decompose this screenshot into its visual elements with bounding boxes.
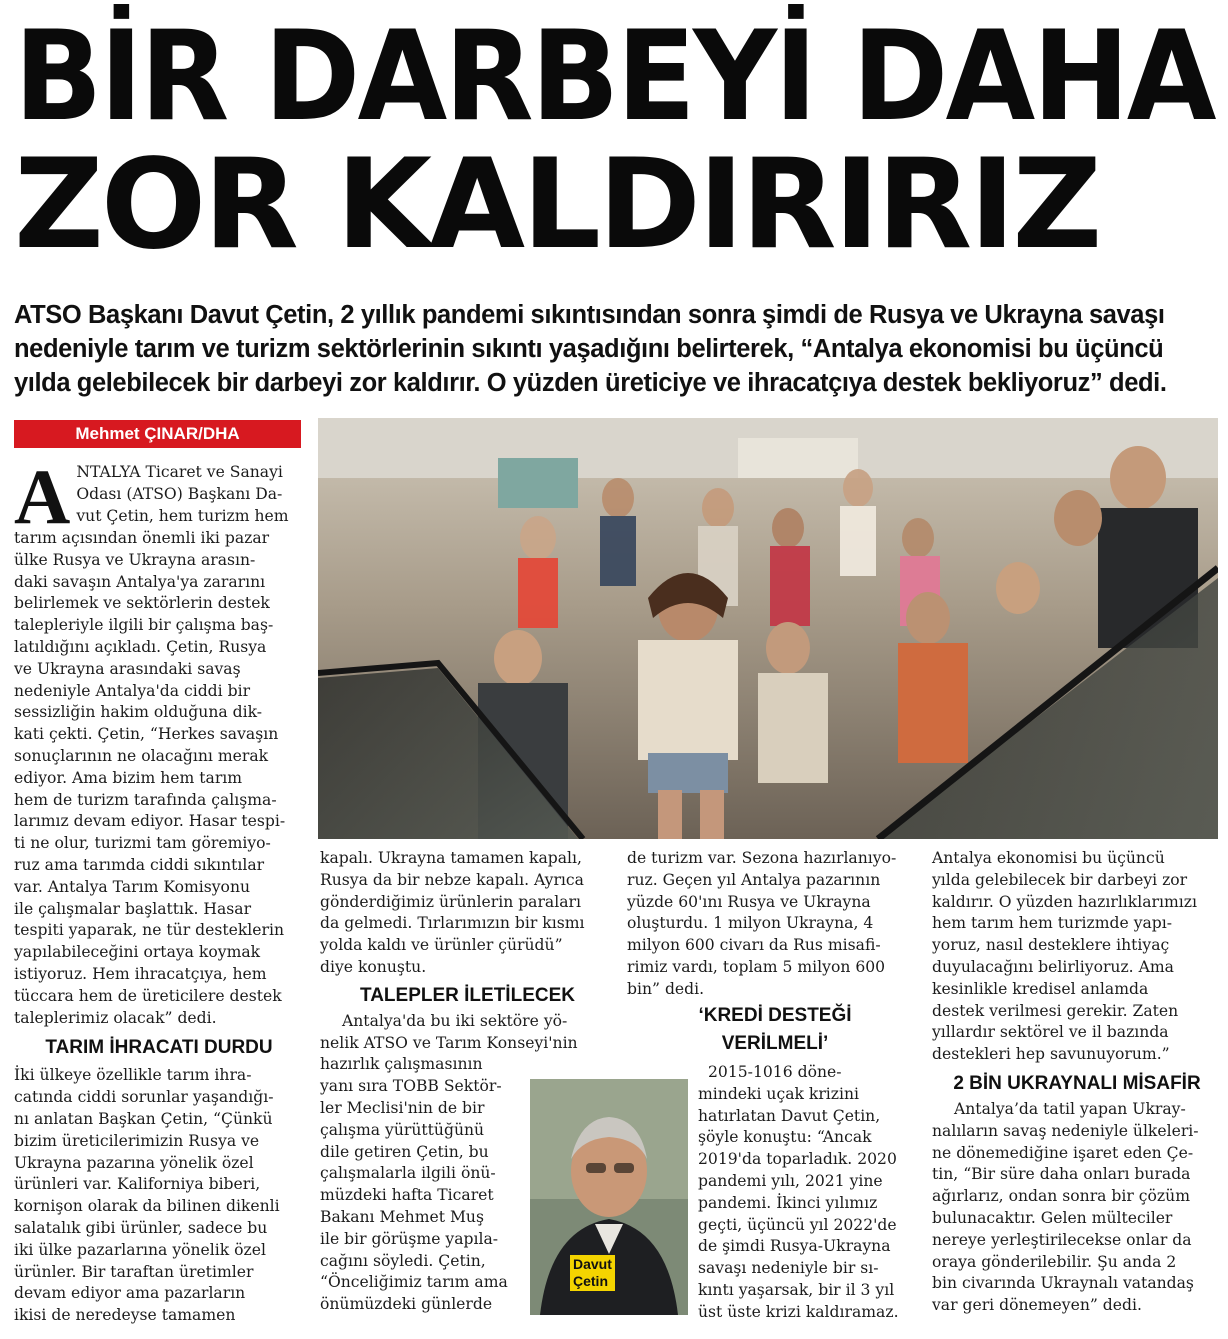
text-line: latıldığını açıkladı. Çetin, Rusya (14, 637, 267, 656)
text-line: ikisi de neredeyse tamamen (14, 1306, 236, 1325)
text-line: kesinlikle kredisel anlamda (932, 979, 1149, 998)
text-line: hem de turizm tarafında çalışma- (14, 790, 277, 809)
text-line: tin, “Bir süre daha onları burada (932, 1165, 1191, 1184)
text-line: nı anlatan Başkan Çetin, “Çünkü (14, 1109, 273, 1128)
text-line: yapılabileceğini ortaya koymak (14, 943, 261, 962)
text-line: kaldırır. O yüzden hazırlıklarımızı (932, 892, 1197, 911)
text-line: larımız devam ediyor. Hasar tespi- (14, 812, 286, 831)
text-line: destekleri hep savunuyorum.” (932, 1045, 1170, 1064)
text-line: Antalya ekonomisi bu üçüncü (932, 849, 1165, 867)
text-line: oluşturdu. 1 milyon Ukrayna, 4 (627, 914, 874, 933)
text-line: vut Çetin, hem turizm hem (76, 506, 289, 525)
text-line: yıllardır sektörel ve il bazında (932, 1023, 1169, 1042)
text-line: destek verilmesi gerekir. Zaten (932, 1001, 1179, 1020)
text-line: çalışmalarla ilgili önü- (320, 1164, 496, 1183)
text-line: nedeniyle Antalya'da ciddi bir (14, 681, 251, 700)
text-line: ediyor. Ama bizim hem tarım (14, 768, 243, 787)
text-line: ruz. Geçen yıl Antalya pazarının (627, 870, 881, 889)
subhead-ukraynali-misafir: 2 BİN UKRAYNALI MİSAFİR (953, 1072, 1201, 1094)
caption-line: Çetin (573, 1273, 608, 1289)
text-line: da gelmedi. Tırlarımızın bir kısmı (320, 914, 585, 933)
text-line: var geri dönemeyen” dedi. (932, 1296, 1142, 1315)
text-line: sonuçlarının ne olacağını merak (14, 746, 269, 765)
text-line: pandemi yılı, 2021 yine (698, 1171, 883, 1190)
text-line: daki savaşın Antalya'ya zararını (14, 572, 266, 591)
text-line: ruz ama tarımda ciddi sıkıntılar (14, 855, 265, 874)
text-line: kapalı. Ukrayna tamamen kapalı, (320, 849, 582, 867)
text-line: hatırlatan Davut Çetin, (698, 1106, 881, 1125)
text-line: mindeki uçak krizini (698, 1084, 860, 1103)
text-line: yüzde 60'ını Rusya ve Ukrayna (627, 892, 871, 911)
text-line: çalışma yürüttüğünü (320, 1120, 485, 1139)
text-line: bulunacaktır. Gelen mülteciler (932, 1208, 1173, 1227)
subhead-kredi-destegi-1: ‘KREDİ DESTEĞİ (698, 1005, 852, 1026)
text-line: kornişon olarak da bilinen dikenli (14, 1197, 280, 1216)
text-line: diye konuştu. (320, 957, 427, 976)
text-line: tespiti yaparak, ne tür desteklerin (14, 921, 284, 940)
subhead-tarim-ihracati: TARIM İHRACATI DURDU (45, 1037, 273, 1059)
text-line: de şimdi Rusya-Ukrayna (698, 1237, 891, 1256)
text-line: bin” dedi. (627, 979, 705, 998)
text-line: geçti, üçüncü yıl 2022'de (698, 1215, 897, 1234)
text-line: Rusya da bir nebze kapalı. Ayrıca (320, 870, 584, 889)
text-line: yanı sıra TOBB Sektör- (320, 1077, 502, 1096)
text-line: var. Antalya Tarım Komisyonu (14, 877, 251, 896)
text-line: yılda gelebilecek bir darbeyi zor (932, 870, 1188, 889)
portrait-caption (570, 1255, 615, 1291)
text-line: müzdeki hafta Ticaret (320, 1186, 494, 1205)
text-line: NTALYA Ticaret ve Sanayi (76, 463, 283, 481)
text-line: Ukrayna pazarına yönelik özel (14, 1153, 254, 1172)
text-line: şöyle konuştu: “Ancak (698, 1128, 872, 1147)
text-line: cağını söyledi. Çetin, (320, 1251, 486, 1270)
text-line: sessizliğin hakim olduğuna dik- (14, 703, 263, 722)
text-line: ülke Rusya ve Ukrayna arasın- (14, 550, 256, 569)
text-line: Odası (ATSO) Başkanı Da- (76, 484, 283, 503)
text-line: belirlemek ve sektörlerin destek (14, 594, 270, 613)
text-line: duyulacağını belirliyoruz. Ama (932, 957, 1174, 976)
headline-line-2: ZOR KALDIRIRIZ (14, 133, 1100, 277)
text-line: Bakanı Mehmet Muş (320, 1207, 484, 1226)
spot-line: nedeniyle tarım ve turizm sektörlerinin sıkıntı yaşadığını belirterek, “Antalya ekonomisi bu üçüncü (14, 335, 1164, 363)
text-line: pandemi. İkinci yılımız (698, 1193, 878, 1212)
byline: Mehmet ÇINAR/DHA (14, 420, 301, 448)
text-line: savaşı nedeniyle bir sı- (698, 1259, 879, 1278)
text-line: yolda kaldı ve ürünler çürüdü” (320, 936, 563, 955)
text-line: devam ediyor ama pazarların (14, 1284, 246, 1303)
text-line: tüccara hem de üreticilere destek (14, 986, 282, 1005)
text-line: 2019'da toparladık. 2020 (698, 1150, 897, 1169)
text-line: rimiz vardı, toplam 5 milyon 600 (627, 957, 886, 976)
text-line: milyon 600 civarı da Rus misafi- (627, 936, 881, 955)
text-line: kati çekti. Çetin, “Herkes savaşın (14, 725, 279, 744)
text-line: iki ülke pazarlarına yönelik özel (14, 1240, 266, 1259)
main-photo (318, 418, 1218, 839)
spot-text (14, 298, 1214, 400)
headline-line-1: BİR DARBEYİ DAHA (14, 5, 1214, 149)
text-line: bizim üreticilerimizin Rusya ve (14, 1131, 260, 1150)
text-line: ile çalışmalar başlattık. Hasar (14, 899, 252, 918)
text-line: hazırlık çalışmasının (320, 1055, 483, 1074)
caption-line: Davut (573, 1256, 612, 1272)
text-line: Antalya'da bu iki sektöre yö- (342, 1011, 568, 1030)
text-line: gönderdiğimiz ürünlerin paraları (320, 892, 581, 911)
spot-line: ATSO Başkanı Davut Çetin, 2 yıllık pandemi sıkıntısından sonra şimdi de Rusya ve Ukrayna savaşı (14, 301, 1165, 329)
text-line: yoruz, nasıl desteklere ihtiyaç (932, 936, 1170, 955)
text-line: ler Meclisi'nin de bir (320, 1098, 485, 1117)
text-line: nalıların savaş nedeniyle ülkeleri- (932, 1121, 1199, 1140)
text-line: tarım açısından önemli iki pazar (14, 529, 270, 547)
airport-escalator-crowd-photo (318, 418, 1218, 839)
text-line: ağırlarız, ondan sonra bir çözüm (932, 1187, 1190, 1206)
spot-line: yılda gelebilecek bir darbeyi zor kaldırır. O yüzden üreticiye ve ihracatçıya destek bekliyoruz” dedi. (14, 369, 1167, 397)
text-line: ne dönemediğine işaret eden Çe- (932, 1143, 1194, 1162)
dropcap: A (14, 453, 71, 540)
text-line: nereye yerleştirilecekse onlar da (932, 1230, 1192, 1249)
article-column-3b (698, 1062, 920, 1324)
text-line: ile bir görüşme yapıla- (320, 1229, 499, 1248)
text-line: ürünleri var. Kaliforniya biberi, (14, 1175, 261, 1194)
text-line: “Önceliğimiz tarım ama (320, 1273, 508, 1292)
text-line: ti ne olur, turizmi tam göremiyo- (14, 834, 271, 853)
text-line: kıntı yaşarsak, bir il 3 yıl (698, 1280, 895, 1299)
text-line: Antalya’da tatil yapan Ukray- (954, 1099, 1186, 1118)
text-line: bin civarında Ukraynalı vatandaş (932, 1274, 1194, 1293)
text-line: oraya gönderilebilir. Şu anda 2 (932, 1252, 1177, 1271)
text-line: ve Ukrayna arasındaki savaş (14, 659, 241, 678)
subhead-kredi-destegi-2: VERİLMELİ’ (721, 1033, 829, 1054)
text-line: talepleriyle ilgili bir çalışma baş- (14, 616, 274, 635)
text-line: 2015-1016 döne- (708, 1063, 842, 1081)
article-column-4 (932, 848, 1222, 1317)
subhead-talepler: TALEPLER İLETİLECEK (360, 984, 575, 1006)
text-line: İki ülkeye özellikle tarım ihra- (14, 1066, 252, 1085)
text-line: nelik ATSO ve Tarım Konseyi'nin (320, 1033, 578, 1052)
text-line: de turizm var. Sezona hazırlanıyo- (627, 849, 897, 867)
text-line: hem tarım hem turizmde yapı- (932, 914, 1173, 933)
text-line: ürünler. Bir taraftan üretimler (14, 1262, 254, 1281)
article-column-1 (14, 453, 304, 1327)
text-line: salatalık gibi ürünler, sadece bu (14, 1218, 268, 1237)
text-line: üst üste krizi kaldıramaz. (698, 1302, 899, 1321)
text-line: dile getiren Çetin, bu (320, 1142, 489, 1161)
text-line: önümüzdeki günlerde (320, 1295, 493, 1314)
text-line: catında ciddi sorunlar yaşandığı- (14, 1088, 274, 1107)
text-line: taleplerimiz olacak” dedi. (14, 1008, 217, 1027)
text-line: istiyoruz. Hem ihracatçıya, hem (14, 964, 267, 983)
article-column-3 (627, 848, 919, 1001)
